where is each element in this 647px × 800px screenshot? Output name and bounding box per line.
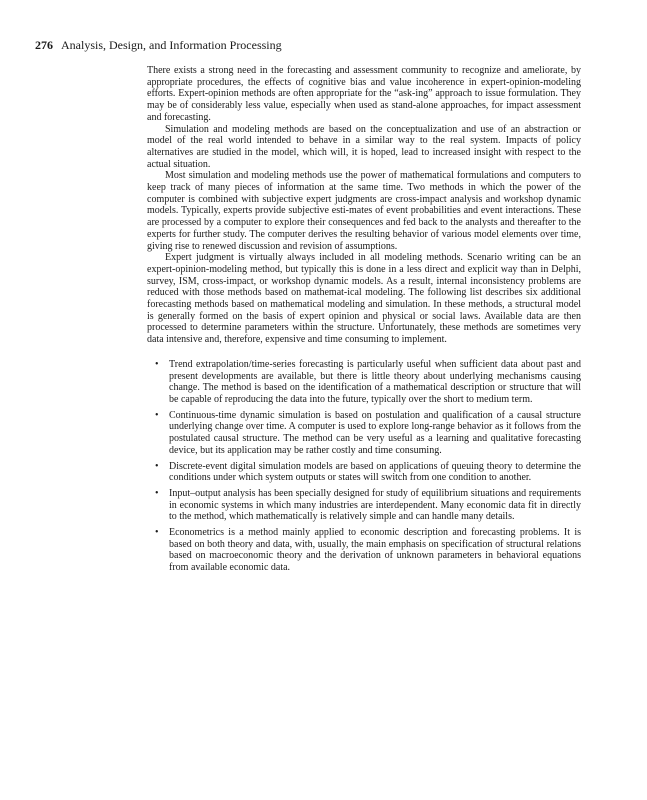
list-item-text: Trend extrapolation/time-series forecasting is particularly useful when sufficient data about past and present developments are available, but there is little theory about underlying mechanisms causing change. The method is based on the identification of a mathematical description or structure that will be capable of reproducing the data into the future, typically over the short to medium term. <box>169 358 581 405</box>
bullet-icon: • <box>155 527 159 539</box>
list-item-text: Discrete-event digital simulation models are based on applications of queuing theory to determine the conditions under which system outputs or states will switch from one condition to another. <box>169 460 581 484</box>
bullet-icon: • <box>155 409 159 421</box>
list-item <box>147 359 581 406</box>
list-item-text: Continuous-time dynamic simulation is based on postulation and qualification of a causal structure underlying change over time. A computer is used to explore long-range behavior as it follows from the postulated causal structure. The method can be very useful as a learning and qualitative forecasting device, but its application may be rather costly and time consuming. <box>169 409 581 456</box>
running-header <box>35 38 282 53</box>
bullet-icon: • <box>155 460 159 472</box>
paragraph: Expert judgment is virtually always included in all modeling methods. Scenario writing can be an expert-opinion-modeling method, but typically this is done in a less direct and explicit way than in Delphi, survey, ISM, cross-impact, or workshop dynamic models. As a result, internal inconsistency problems are reduced with those methods based on mathemat-ical modeling. The following list describes six additional forecasting methods based on mathematical modeling and simulation. In these methods, a structural model is generally formed on the basis of expert opinion and physical or social laws. Available data are then processed to determine parameters within the structure. Unfortunately, these methods are sometimes very data intensive and, therefore, expensive and time consuming to implement. <box>147 252 581 346</box>
list-item <box>147 410 581 457</box>
list-item-text: Input–output analysis has been specially designed for study of equilibrium situations and requirements in economic systems in which many industries are interdependent. Many economic data fit in directly to the method, which mathematically is relatively simple and can handle many details. <box>169 487 581 523</box>
bullet-icon: • <box>155 358 159 370</box>
list-item <box>147 461 581 484</box>
bullet-icon: • <box>155 487 159 499</box>
method-list <box>147 359 581 574</box>
body-text <box>147 65 581 578</box>
paragraph: There exists a strong need in the forecasting and assessment community to recognize and ameliorate, by appropriate procedures, the effects of cognitive bias and value incoherence in expert-opinion-modeling efforts. Expert-opinion methods are often appropriate for the “ask-ing” approach to issue formulation. They may be of considerably less value, especially when used as stand-alone approaches, for impact assessment and forecasting. <box>147 65 581 123</box>
paragraph: Most simulation and modeling methods use the power of mathematical formulations and computers to keep track of many pieces of information at the same time. Two methods in which the power of the computer is combined with subjective expert judgments are cross-impact analysis and workshop dynamic models. Typically, experts provide subjective esti-mates of event probabilities and event interactions. These are processed by a computer to explore their consequences and fed back to the analysts and thereafter to the experts for further study. The computer derives the resulting behavior of various model elements over time, giving rise to renewed discussion and revision of assumptions. <box>147 170 581 252</box>
page-number: 276 <box>35 38 53 52</box>
paragraph: Simulation and modeling methods are based on the conceptualization and use of an abstraction or model of the real world intended to behave in a similar way to the real system. Impacts of policy alternatives are studied in the model, which will, it is hoped, lead to increased insight with respect to the actual situation. <box>147 123 581 170</box>
list-item <box>147 488 581 523</box>
list-item-text: Econometrics is a method mainly applied to economic description and forecasting problems. It is based on both theory and data, with, usually, the main emphasis on specification of structural relations based on macroeconomic theory and the derivation of unknown parameters in behavioral equations from available economic data. <box>169 527 581 574</box>
list-item <box>147 527 581 574</box>
running-title: Analysis, Design, and Information Processing <box>61 38 282 52</box>
